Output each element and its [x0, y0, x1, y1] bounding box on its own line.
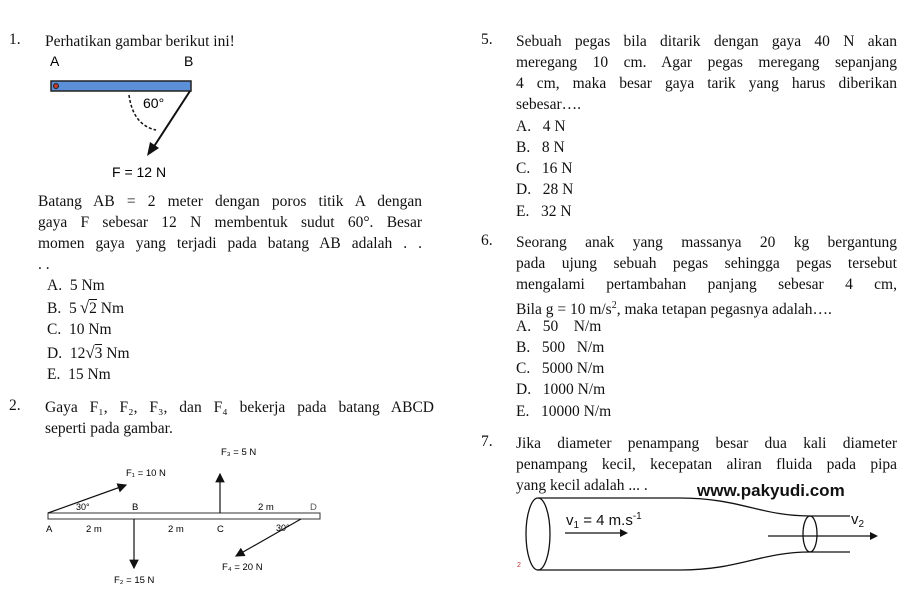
question-5-line-3: 4 cm, maka besar gaya tarik yang harus diberikan [516, 75, 897, 92]
f3-label: F₃ = 5 N [221, 447, 257, 458]
question-6-line-4: Bila g = 10 $m/s^2$, maka tetapan pegasnya adalah…. [516, 300, 832, 319]
question-7-line-2: penampang kecil, kecepatan aliran fluida pada pipa [516, 456, 897, 473]
q6-option-e[interactable]: E. 10000 N/m [516, 403, 612, 420]
corner-mark: 2 [517, 562, 521, 569]
q5-option-a[interactable]: A. 4 N [516, 118, 566, 135]
label-b: B [184, 53, 194, 69]
point-a: A [46, 524, 53, 535]
large-cross-section [526, 498, 550, 570]
question-6-line-2: pada ujung sebuah pegas sehingga pegas tersebut [516, 255, 897, 272]
question-7-figure [510, 492, 890, 580]
q1-option-e[interactable]: E. 15 Nm [47, 366, 111, 383]
angle-2-label: 30° [276, 523, 290, 533]
v2-arrow-head [870, 532, 878, 540]
segment-bc-label: 2 m [168, 524, 184, 535]
question-2-line-2: seperti pada gambar. [45, 420, 173, 437]
v1-label: $v_1 = 4$ $m.s^{-1}$ [566, 511, 642, 531]
v1-arrow-head [620, 529, 628, 537]
question-5-line-4: sebesar…. [516, 96, 581, 113]
rod-ab [51, 81, 191, 91]
q5-option-d[interactable]: D. 28 N [516, 181, 574, 198]
label-a: A [50, 53, 60, 69]
q6-option-c[interactable]: C. 5000 N/m [516, 360, 605, 377]
rod-abcd [48, 513, 320, 519]
f4-label: F₄ = 20 N [222, 562, 263, 573]
question-2-figure [38, 440, 338, 590]
question-2-line-1: Gaya F₁, F₂, F₃, dan F₄ bekerja pada batang ABCD [45, 399, 434, 416]
question-1-figure [38, 50, 218, 190]
q6-option-a[interactable]: A. 50 N/m [516, 318, 602, 335]
pivot-point [54, 84, 59, 89]
force-arrow-head [147, 142, 159, 156]
question-6-number: 6. [481, 232, 493, 249]
q1-option-b[interactable]: B. 5 √2 Nm [47, 298, 125, 317]
q5-option-e[interactable]: E. 32 N [516, 203, 572, 220]
q6-option-b[interactable]: B. 500 N/m [516, 339, 605, 356]
watermark: www.pakyudi.com [697, 481, 845, 500]
small-cross-section [803, 516, 817, 552]
q1-option-c[interactable]: C. 10 Nm [47, 321, 112, 338]
question-5-line-2: meregang 10 cm. Agar pegas meregang sepanjang [516, 54, 897, 71]
question-1-prompt: Perhatikan gambar berikut ini! [45, 33, 235, 50]
q1-option-d[interactable]: D. 12√3 Nm [47, 343, 130, 362]
sqrt-radicand: 3 [94, 345, 103, 362]
question-6-line-3: mengalami pertambahan panjang sebesar 4 cm, [516, 276, 897, 293]
question-1-body-line-3: momen gaya yang terjadi pada batang AB adalah . . [38, 235, 422, 252]
question-7-number: 7. [481, 433, 493, 450]
point-b: B [132, 502, 139, 513]
question-5-number: 5. [481, 31, 493, 48]
angle-1-label: 30° [76, 502, 90, 512]
question-5-line-1: Sebuah pegas bila ditarik dengan gaya 40 N akan [516, 33, 897, 50]
force-label: F = 12 N [112, 164, 167, 180]
question-7-line-1: Jika diameter penampang besar dua kali diameter [516, 435, 897, 452]
segment-ab-label: 2 m [86, 524, 102, 535]
q1-option-a[interactable]: A. 5 Nm [47, 277, 105, 294]
question-7-line-3: yang kecil adalah ... . [516, 477, 648, 494]
f2-label: F₂ = 15 N [114, 575, 155, 586]
f1-label: F₁ = 10 N [126, 468, 166, 479]
sqrt-radicand: 2 [89, 300, 97, 317]
v2-label: $v_2$ [851, 511, 865, 530]
pipe-bottom-edge [538, 552, 850, 570]
f4-arrow [236, 519, 301, 556]
segment-cd-label: 2 m [258, 502, 274, 513]
point-c: C [217, 524, 224, 535]
question-1-number: 1. [9, 31, 21, 48]
question-2-number: 2. [9, 397, 21, 414]
q5-option-c[interactable]: C. 16 N [516, 160, 573, 177]
question-1-body-line-2: gaya F sebesar 12 N membentuk sudut 60°. Besar [38, 214, 422, 231]
point-d: D [310, 502, 317, 513]
question-6-line-1: Seorang anak yang massanya 20 kg bergantung [516, 234, 897, 251]
question-1-body-line-1: Batang AB = 2 meter dengan poros titik A dengan [38, 193, 422, 210]
q6-option-d[interactable]: D. 1000 N/m [516, 381, 606, 398]
q5-option-b[interactable]: B. 8 N [516, 139, 565, 156]
angle-label: 60° [143, 95, 165, 111]
question-1-body-line-4: . . [38, 256, 50, 273]
